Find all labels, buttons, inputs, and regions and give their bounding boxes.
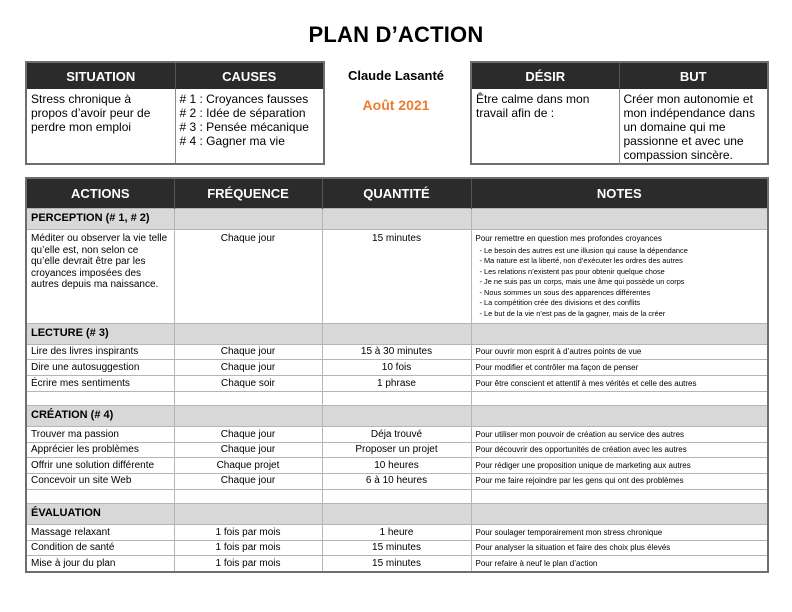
quantity-cell: Proposer un projet [322,442,471,458]
note-text: Pour remettre en question mes profondes croyances [475,234,662,244]
notes-cell: Pour modifier et contrôler ma façon de penser [471,360,767,376]
notes-cell: Pour être conscient et attentif à mes vérités et celle des autres [471,375,767,391]
frequency-cell: 1 fois par mois [174,524,322,540]
section-row-lecture [27,323,767,344]
notes-cell: Pour analyser la situation et faire des choix plus élevés [471,540,767,556]
quantity-cell: 10 heures [322,458,471,474]
cause-item: # 1 : Croyances fausses [179,92,309,106]
table-row [27,360,767,376]
quantity-cell: 15 minutes [322,540,471,556]
identity-block [326,62,466,113]
table-row [27,556,767,571]
but-header: BUT [619,63,767,89]
action-cell: Lire des livres inspirants [27,344,174,360]
quantity-cell: 10 fois [322,360,471,376]
action-cell: Trouver ma passion [27,427,174,443]
col-header-actions: ACTIONS [27,179,174,209]
notes-cell: Pour soulager temporairement mon stress chronique [471,524,767,540]
frequency-cell: Chaque jour [174,230,322,324]
action-table [25,177,769,573]
situation-causes-box [25,61,325,165]
quantity-cell: 15 minutes [322,556,471,571]
table-row [27,473,767,489]
notes-cell: Pour ouvrir mon esprit à d’autres points de vue [471,344,767,360]
col-header-quantity: QUANTITÉ [322,179,471,209]
table-row [27,230,767,324]
but-text: Créer mon autonomie et mon indépendance dans un domaine qui me passionne et avec une compassion sincère. [619,89,767,165]
table-row [27,375,767,391]
cause-item: # 4 : Gagner ma vie [179,134,285,148]
table-row [27,540,767,556]
col-header-notes: NOTES [471,179,767,209]
notes-cell [471,230,767,324]
table-row [27,344,767,360]
quantity-cell: 6 à 10 heures [322,473,471,489]
action-cell: Condition de santé [27,540,174,556]
notes-cell: Pour me faire rejoindre par les gens qui ont des problèmes [471,473,767,489]
section-label: CRÉATION (# 4) [27,406,174,427]
desir-but-box [470,61,769,165]
table-row [27,442,767,458]
action-cell: Apprécier les problèmes [27,442,174,458]
situation-header: SITUATION [27,63,175,89]
spacer-row [27,489,767,504]
table-row [27,427,767,443]
notes-cell: Pour découvrir des opportunités de création avec les autres [471,442,767,458]
desir-header: DÉSIR [472,63,619,89]
page-title: PLAN D’ACTION [308,22,484,47]
frequency-cell: Chaque jour [174,442,322,458]
note-item: - Le but de la vie n’est pas de la gagner, mais de la créer [479,308,666,318]
quantity-cell: 1 phrase [322,375,471,391]
table-row [27,458,767,474]
cause-item: # 2 : Idée de séparation [179,106,306,120]
frequency-cell: Chaque jour [174,473,322,489]
note-item: - Nous sommes un sous des apparences différentes [479,287,651,297]
frequency-cell: Chaque projet [174,458,322,474]
table-row [27,524,767,540]
section-label: ÉVALUATION [27,504,174,525]
section-row-evaluation [27,504,767,525]
cause-item: # 3 : Pensée mécanique [179,120,309,134]
frequency-cell: Chaque jour [174,344,322,360]
note-list [476,246,764,320]
causes-header: CAUSES [175,63,323,89]
action-cell: Concevoir un site Web [27,473,174,489]
plan-date: Août 2021 [362,97,430,113]
frequency-cell: Chaque jour [174,427,322,443]
note-item: - Les relations n’existent pas pour obtenir quelque chose [479,266,665,276]
notes-cell: Pour rédiger une proposition unique de marketing aux autres [471,458,767,474]
causes-list [175,89,323,163]
quantity-cell: 1 heure [322,524,471,540]
section-row-creation [27,406,767,427]
desir-text: Être calme dans mon travail afin de : [476,92,590,120]
action-cell: Dire une autosuggestion [27,360,174,376]
note-item: - La compétition crée des divisions et des conflits [479,298,641,308]
section-row-perception [27,209,767,230]
person-name: Claude Lasanté [347,68,445,83]
spacer-row [27,391,767,406]
frequency-cell: 1 fois par mois [174,540,322,556]
col-header-frequency: FRÉQUENCE [174,179,322,209]
notes-cell: Pour utiliser mon pouvoir de création au service des autres [471,427,767,443]
action-cell: Offrir une solution différente [27,458,174,474]
situation-text: Stress chronique à propos d’avoir peur de perdre mon emploi [31,92,151,134]
action-cell: Massage relaxant [27,524,174,540]
frequency-cell: Chaque soir [174,375,322,391]
frequency-cell: 1 fois par mois [174,556,322,571]
note-item: - Ma nature est la liberté, non d’exécuter les ordres des autres [479,256,683,266]
note-item: - Je ne suis pas un corps, mais une âme qui possède un corps [479,277,685,287]
action-cell: Mise à jour du plan [27,556,174,571]
note-item: - Le besoin des autres est une illusion qui cause la dépendance [479,245,688,255]
section-label: LECTURE (# 3) [27,323,174,344]
action-cell: Méditer ou observer la vie telle qu’elle est, non selon ce qu’elle devrait être par les croyances imposées des autres depuis ma naissance. [27,230,174,324]
frequency-cell: Chaque jour [174,360,322,376]
notes-cell: Pour refaire à neuf le plan d’action [471,556,767,571]
section-label: PERCEPTION (# 1, # 2) [27,209,174,230]
action-cell: Écrire mes sentiments [27,375,174,391]
quantity-cell: Déja trouvé [322,427,471,443]
quantity-cell: 15 minutes [322,230,471,324]
quantity-cell: 15 à 30 minutes [322,344,471,360]
